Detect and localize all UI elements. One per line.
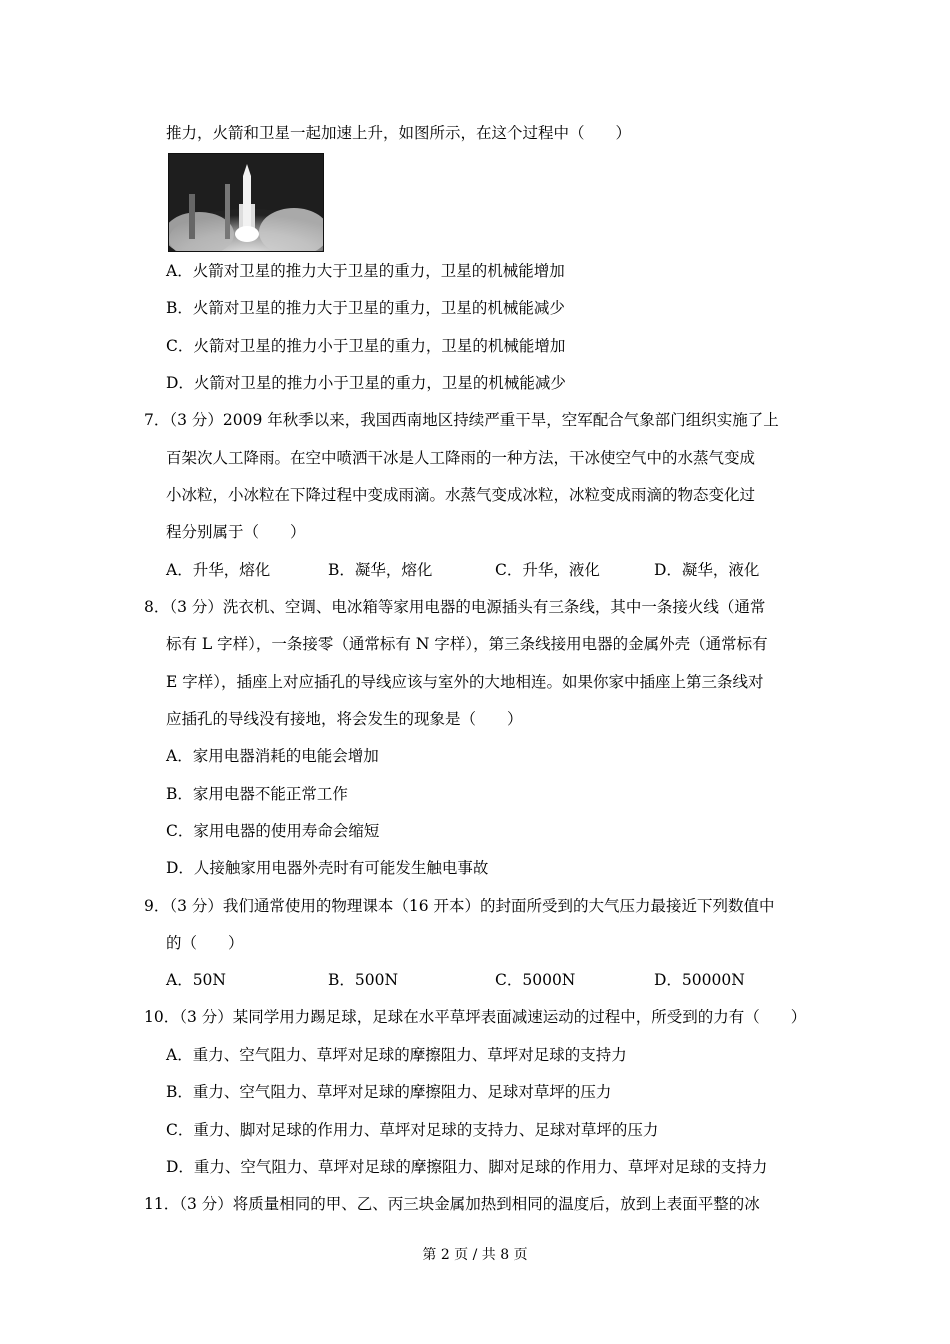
q9-stem-line: 9．（3 分）我们通常使用的物理课本（16 开本）的封面所受到的大气压力最接近下列数值中 <box>144 897 775 915</box>
q6-option-c: C．火箭对卫星的推力小于卫星的重力，卫星的机械能增加 <box>166 337 566 355</box>
q7-option-d: D．凝华，液化 <box>654 561 760 579</box>
q8-stem-line: 应插孔的导线没有接地，将会发生的现象是（ ） <box>166 710 523 728</box>
q7-option-a: A．升华，熔化 <box>166 561 271 579</box>
q7-option-b: B．凝华，熔化 <box>328 561 433 579</box>
q8-option-b: B．家用电器不能正常工作 <box>166 785 348 803</box>
q9-stem-line: 的（ ） <box>166 934 244 952</box>
q9-option-c: C．5000N <box>495 971 576 989</box>
q7-stem-line: 百架次人工降雨。在空中喷洒干冰是人工降雨的一种方法，干冰使空气中的水蒸气变成 <box>166 449 756 467</box>
q7-stem-line: 小冰粒，小冰粒在下降过程中变成雨滴。水蒸气变成冰粒，冰粒变成雨滴的物态变化过 <box>166 486 756 504</box>
q10-option-b: B．重力、空气阻力、草坪对足球的摩擦阻力、足球对草坪的压力 <box>166 1083 612 1101</box>
q8-stem-line: 8．（3 分）洗衣机、空调、电冰箱等家用电器的电源插头有三条线，其中一条接火线（通常 <box>144 598 766 616</box>
q8-stem-line: 标有 L 字样），一条接零（通常标有 N 字样），第三条线接用电器的金属外壳（通常标有 <box>166 635 768 653</box>
q8-option-d: D．人接触家用电器外壳时有可能发生触电事故 <box>166 859 489 877</box>
rocket-launch-photo <box>168 153 324 252</box>
q6-option-b: B．火箭对卫星的推力大于卫星的重力，卫星的机械能减少 <box>166 299 565 317</box>
q8-stem-line: E 字样），插座上对应插孔的导线应该与室外的大地相连。如果你家中插座上第三条线对 <box>166 673 764 691</box>
q9-option-d: D．50000N <box>654 971 745 989</box>
q6-option-d: D．火箭对卫星的推力小于卫星的重力，卫星的机械能减少 <box>166 374 566 392</box>
q8-option-a: A．家用电器消耗的电能会增加 <box>166 747 379 765</box>
q10-option-a: A．重力、空气阻力、草坪对足球的摩擦阻力、草坪对足球的支持力 <box>166 1046 627 1064</box>
page-footer: 第 2 页 / 共 8 页 <box>422 1247 528 1263</box>
q9-option-a: A．50N <box>166 971 226 989</box>
q7-option-c: C．升华，液化 <box>495 561 600 579</box>
q9-option-b: B．500N <box>328 971 399 989</box>
q7-stem-line: 程分别属于（ ） <box>166 523 306 541</box>
q10-option-d: D．重力、空气阻力、草坪对足球的摩擦阻力、脚对足球的作用力、草坪对足球的支持力 <box>166 1158 768 1176</box>
q11-stem-line: 11．（3 分）将质量相同的甲、乙、丙三块金属加热到相同的温度后，放到上表面平整的冰 <box>144 1195 760 1213</box>
q6-stem: 推力，火箭和卫星一起加速上升，如图所示，在这个过程中（ ） <box>166 124 632 142</box>
q8-option-c: C．家用电器的使用寿命会缩短 <box>166 822 380 840</box>
q10-stem-line: 10．（3 分）某同学用力踢足球，足球在水平草坪表面减速运动的过程中，所受到的力有（ ） <box>144 1008 807 1026</box>
q7-stem-line: 7．（3 分）2009 年秋季以来，我国西南地区持续严重干旱，空军配合气象部门组织实施了上 <box>144 411 779 429</box>
q10-option-c: C．重力、脚对足球的作用力、草坪对足球的支持力、足球对草坪的压力 <box>166 1121 659 1139</box>
q6-option-a: A．火箭对卫星的推力大于卫星的重力，卫星的机械能增加 <box>166 262 565 280</box>
